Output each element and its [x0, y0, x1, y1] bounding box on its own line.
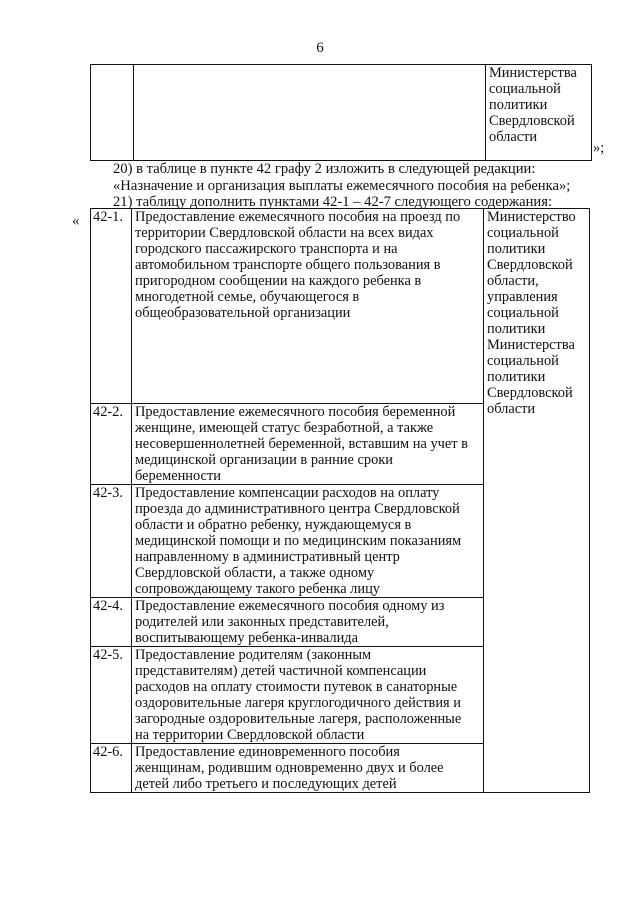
- text-line: области и обратно ребенку, нуждающемуся в: [135, 517, 412, 533]
- text-line: медицинской организации в ранние сроки: [135, 452, 393, 468]
- row-number: 42-1.: [91, 209, 132, 404]
- text-line: несовершеннолетней беременной, вставшим на учет в: [135, 436, 468, 452]
- text-line: женщине, имеющей статус безработной, а также: [135, 420, 434, 436]
- row-text: [132, 485, 484, 598]
- paragraph-20: 20) в таблице в пункте 42 графу 2 изложить в следующей редакции:: [113, 161, 536, 177]
- row-text: [132, 598, 484, 647]
- text-line: городского пассажирского транспорта и на: [135, 241, 398, 257]
- text-line: Предоставление ежемесячного пособия беременной: [135, 404, 456, 420]
- text-line: Предоставление родителям (законным: [135, 647, 372, 663]
- top-num-cell: [91, 65, 134, 161]
- text-line: Предоставление компенсации расходов на оплату: [135, 485, 440, 501]
- paragraph-20-text: «Назначение и организация выплаты ежемесячного пособия на ребенка»;: [113, 178, 571, 194]
- table-row: [91, 209, 590, 404]
- responsible-body-text: Министерство социальной политики Свердловской области, управления социальной политики Министерства социальной политики Свердловской области: [487, 209, 576, 417]
- text-line: оздоровительные лагеря круглогодичного действия и: [135, 695, 461, 711]
- continued-table-fragment: [90, 64, 592, 161]
- text-line: представителям) детей частичной компенсации: [135, 663, 427, 679]
- responsible-body-cell: [484, 209, 590, 793]
- text-line: загородные оздоровительные лагеря, расположенные: [135, 711, 462, 727]
- text-line: территории Свердловской области на всех видах: [135, 225, 434, 241]
- text-line: на территории Свердловской области: [135, 727, 365, 743]
- text-line: направленному в административный центр: [135, 549, 400, 565]
- benefits-table: [90, 208, 590, 793]
- text-line: автомобильном транспорте общего пользования в: [135, 257, 441, 273]
- row-text: [132, 209, 484, 404]
- row-number: 42-6.: [91, 744, 132, 793]
- opening-quote: «: [72, 213, 80, 229]
- row-number: 42-4.: [91, 598, 132, 647]
- text-line: Свердловской области, а также одному: [135, 565, 375, 581]
- top-ministry-text: Министерства социальной политики Свердловской области: [489, 65, 577, 145]
- row-text: [132, 744, 484, 793]
- text-line: медицинской помощи и по медицинским показаниям: [135, 533, 462, 549]
- row-text: [132, 647, 484, 744]
- text-line: воспитывающему ребенка-инвалида: [135, 630, 358, 646]
- row-text: [132, 404, 484, 485]
- text-line: пригородном сообщении на каждого ребенка в: [135, 273, 422, 289]
- closing-quote: »;: [593, 140, 605, 156]
- text-line: сопровождающему такого ребенка лицу: [135, 581, 380, 597]
- text-line: родителей или законных представителей,: [135, 614, 389, 630]
- text-line: женщинам, родившим одновременно двух и более: [135, 760, 444, 776]
- text-line: детей либо третьего и последующих детей: [135, 776, 397, 792]
- row-number: 42-2.: [91, 404, 132, 485]
- text-line: Предоставление ежемесячного пособия одному из: [135, 598, 445, 614]
- row-number: 42-3.: [91, 485, 132, 598]
- top-ministry-cell: [486, 65, 592, 161]
- row-number: 42-5.: [91, 647, 132, 744]
- text-line: Предоставление ежемесячного пособия на проезд по: [135, 209, 461, 225]
- paragraph-21: 21) таблицу дополнить пунктами 42-1 – 42-7 следующего содержания:: [113, 194, 553, 210]
- text-line: многодетной семье, обучающегося в: [135, 289, 360, 305]
- text-line: проезда до административного центра Свердловской: [135, 501, 460, 517]
- text-line: общеобразовательной организации: [135, 305, 351, 321]
- text-line: расходов на оплату стоимости путевок в санаторные: [135, 679, 458, 695]
- page-number: 6: [316, 40, 324, 56]
- text-line: Предоставление единовременного пособия: [135, 744, 400, 760]
- text-line: беременности: [135, 468, 221, 484]
- top-text-cell: [134, 65, 486, 161]
